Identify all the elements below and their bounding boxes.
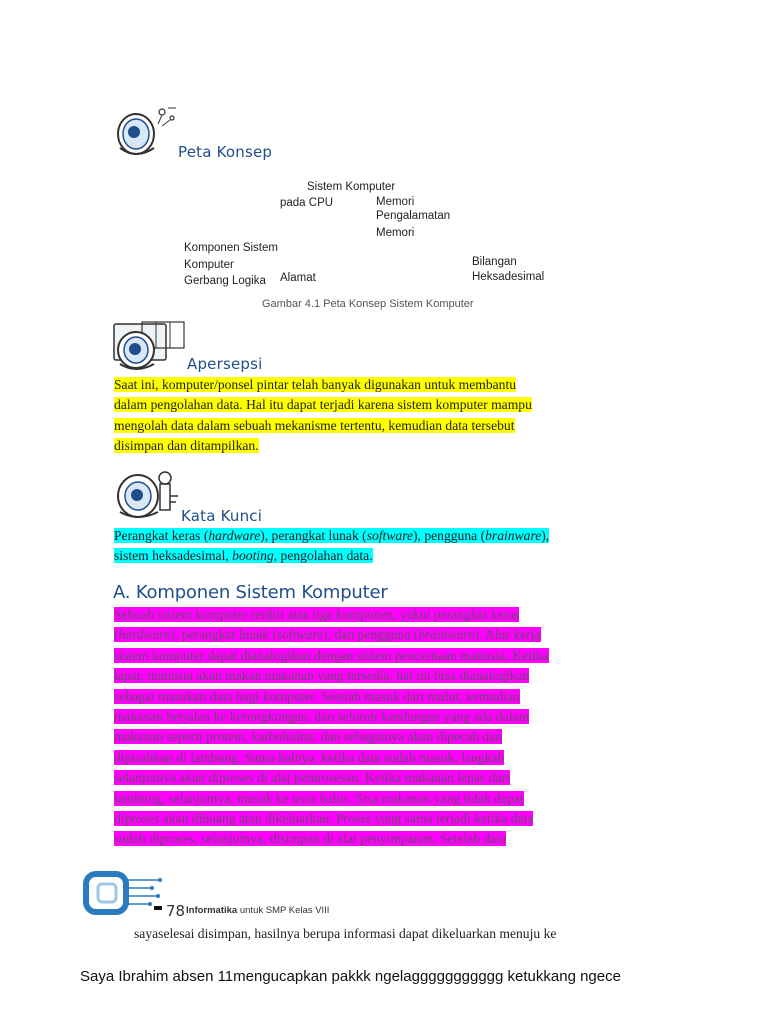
continuation-line: sayaselesai disimpan, hasilnya berupa informasi dapat dikeluarkan menuju ke <box>134 926 557 941</box>
section-a-line: lambung, selanjutnya, masuk ke usus halus. Sisa makanan yang tidak dapat <box>114 790 524 806</box>
bottom-note: Saya Ibrahim absen 11mengucapkan pakkk ngelaggggggggggg ketukkang ngece <box>80 968 621 985</box>
section-a-line: diproses akan dibuang atau dikeluarkan. Proses yang sama terjadi ketika data <box>114 811 534 827</box>
section-a-line: sudah diproses, selanjutnya, disimpan di alat penyimpanan. Setelah data <box>114 831 507 847</box>
footer-book-title <box>186 905 329 916</box>
footer-page-number: 78 <box>166 902 186 920</box>
kata-kunci-icon <box>112 466 188 522</box>
apersepsi-line: mengolah data dalam sebuah mekanisme tertentu, kemudian data tersebut <box>114 417 515 433</box>
concept-node-sistem-komputer: Sistem Komputer <box>307 181 396 193</box>
concept-node-bilangan: Bilangan <box>472 256 517 268</box>
concept-node-komputer: Komputer <box>184 259 234 271</box>
apersepsi-line: dalam pengolahan data. Hal itu dapat terjadi karena sistem komputer mampu <box>114 397 532 413</box>
section-a-line: makanan berjalan ke kerongkongan, dan seluruh kandungan yang ada dalam <box>114 709 530 725</box>
apersepsi-icon <box>112 320 188 374</box>
section-a-line: Sebuah sistem komputer terdiri atas tiga komponen, yakni perangkat keras <box>114 607 520 622</box>
footer-book-title-bold: Informatika <box>186 905 238 916</box>
apersepsi-line: Saat ini, komputer/ponsel pintar telah banyak digunakan untuk membantu <box>114 377 517 392</box>
kata-kunci-line: sistem heksadesimal, booting, pengolahan data. <box>114 548 373 564</box>
footer-book-title-rest: untuk SMP Kelas VIII <box>237 905 330 916</box>
section-a-line: dipisahkan di lambung. Sama halnya, ketika data sudah masuk, langkah <box>114 749 505 765</box>
footer-circuit-logo <box>80 866 170 922</box>
section-a-line: (hardware), perangkat lunak (software), dan pengguna (brainware). Alur kerja <box>114 627 541 643</box>
section-a-line: selanjutnya akan diproses di alat pemrosesan. Ketika makanan lepas dari <box>114 770 510 786</box>
section-a-line: lapar, manusia akan makan makanan yang tersedia, hal ini bisa dianalogikan <box>114 668 530 684</box>
section-a-heading: A. Komponen Sistem Komputer <box>113 582 388 603</box>
peta-konsep-title: Peta Konsep <box>178 143 273 161</box>
concept-node-memori: Memori <box>376 196 415 208</box>
section-a-line: sebagai masukan data bagi komputer. Setelah masuk dari mulut, kemudian <box>114 688 520 704</box>
concept-node-pengalamatan: Pengalamatan <box>376 210 451 222</box>
section-a-line: sistem komputer dapat dianalogikan dengan sistem pencernaan manusia. Ketika <box>114 647 549 663</box>
concept-node-gerbang-logika: Gerbang Logika <box>184 275 266 287</box>
kata-kunci-paragraph <box>114 526 640 567</box>
concept-node-pada-cpu: pada CPU <box>280 197 334 209</box>
section-a-paragraph <box>114 605 640 850</box>
section-a-line: makanan seperti protein, karbohidrat, dan sebagainya akan dipecah dan <box>114 729 503 745</box>
kata-kunci-line: Perangkat keras (hardware), perangkat lunak (software), pengguna (brainware), <box>114 528 550 543</box>
figure-caption: Gambar 4.1 Peta Konsep Sistem Komputer <box>262 298 474 310</box>
apersepsi-paragraph <box>114 375 640 457</box>
concept-node-komponen-sistem: Komponen Sistem <box>184 242 278 254</box>
apersepsi-line: disimpan dan ditampilkan. <box>114 438 259 454</box>
apersepsi-title: Apersepsi <box>187 355 263 373</box>
concept-node-heksadesimal: Heksadesimal <box>472 271 545 283</box>
peta-konsep-icon <box>112 104 184 162</box>
kata-kunci-title: Kata Kunci <box>181 507 263 525</box>
concept-node-alamat: Alamat <box>280 272 316 284</box>
concept-node-memori-2: Memori <box>376 227 415 239</box>
